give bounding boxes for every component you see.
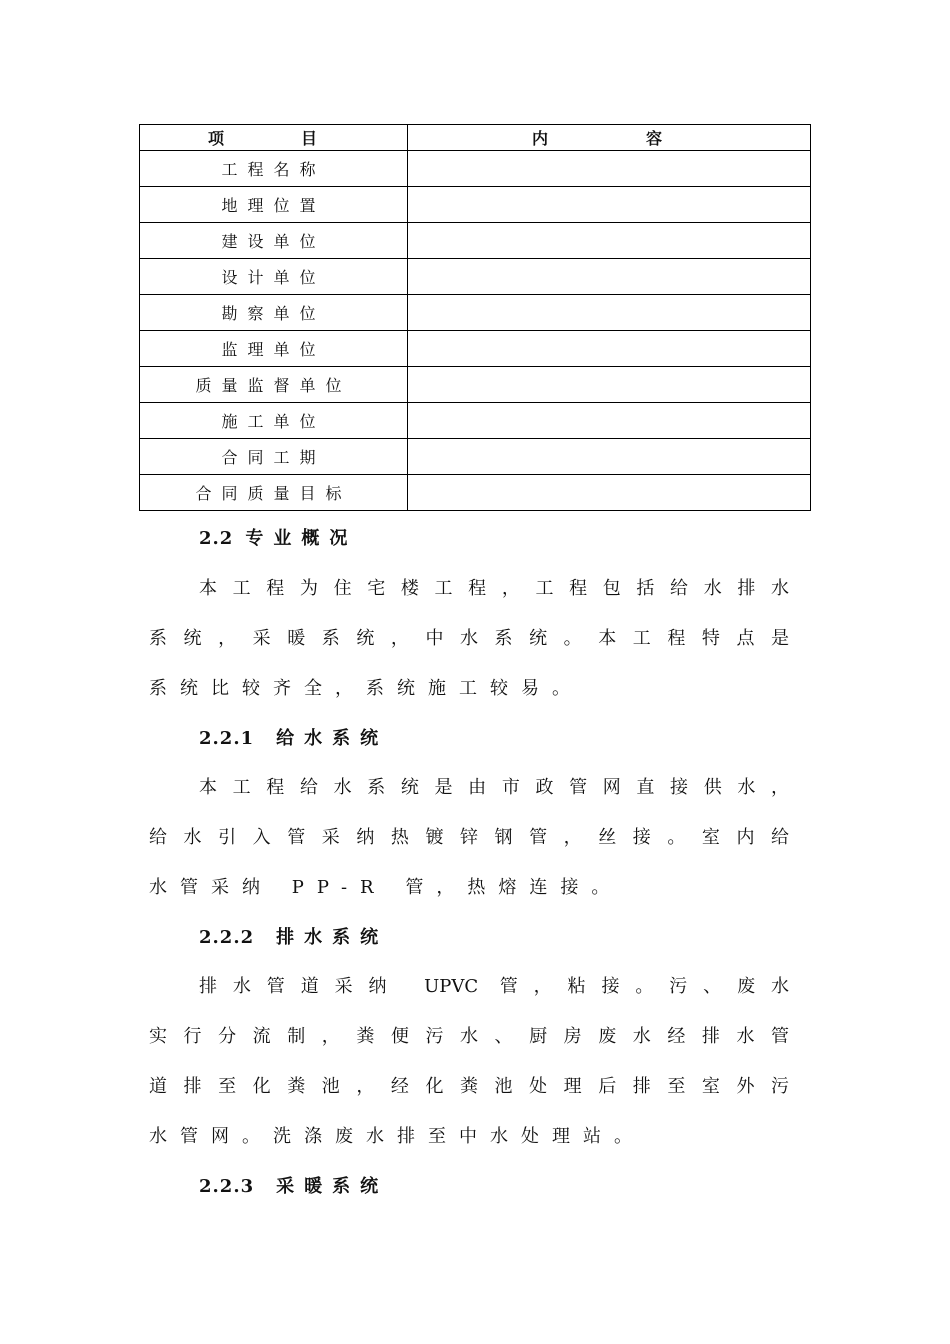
project-info-table: [139, 124, 811, 511]
row-value: [408, 439, 811, 475]
row-label: 合同质量目标: [140, 475, 408, 511]
table-row: [140, 259, 811, 295]
row-label: 建设单位: [140, 223, 408, 259]
paragraph-line: 水管采纳 PP-R 管，热熔连接。: [149, 877, 623, 898]
table-row: [140, 151, 811, 187]
row-value: [408, 403, 811, 439]
section-number: 2.2.3: [199, 1176, 255, 1197]
section-title: 专业概况: [245, 528, 358, 549]
header-content-char-1: 内: [532, 129, 559, 148]
row-label: 施工单位: [140, 403, 408, 439]
table-row: [140, 439, 811, 475]
header-item-char-1: 项: [208, 129, 235, 148]
paragraph-line: 实行分流制，粪便污水、厨房废水经排水管: [149, 1026, 789, 1047]
table-row: [140, 367, 811, 403]
paragraph-line: 道排至化粪池，经化粪池处理后排至室外污: [149, 1076, 789, 1097]
row-label: 合同工期: [140, 439, 408, 475]
section-title: 采暖系统: [276, 1176, 389, 1197]
row-value: [408, 295, 811, 331]
section-number: 2.2: [199, 528, 234, 549]
row-value: [408, 331, 811, 367]
row-label: 设计单位: [140, 259, 408, 295]
table-row: [140, 331, 811, 367]
section-heading-2-2-2: [199, 923, 388, 949]
section-heading-2-2: [199, 524, 357, 550]
header-content-char-2: 容: [645, 129, 672, 148]
row-label: 勘察单位: [140, 295, 408, 331]
row-value: [408, 187, 811, 223]
section-heading-2-2-1: [199, 724, 388, 750]
row-value: [408, 151, 811, 187]
row-label: 质量监督单位: [140, 367, 408, 403]
paragraph-line: 排水管道采纳 UPVC 管，粘接。污、废水: [199, 976, 789, 997]
row-value: [408, 367, 811, 403]
section-heading-2-2-3: [199, 1172, 388, 1198]
table-header-row: [140, 125, 811, 151]
section-title: 给水系统: [276, 728, 389, 749]
paragraph-line: 本工程给水系统是由市政管网直接供水，: [199, 777, 789, 798]
paragraph-line: 给水引入管采纳热镀锌钢管，丝接。室内给: [149, 827, 789, 848]
row-value: [408, 223, 811, 259]
header-item-char-2: 目: [300, 129, 327, 148]
row-value: [408, 259, 811, 295]
table-row: [140, 475, 811, 511]
table-row: [140, 295, 811, 331]
section-number: 2.2.2: [199, 927, 255, 948]
header-content: [408, 125, 811, 151]
section-number: 2.2.1: [199, 728, 255, 749]
section-title: 排水系统: [276, 927, 389, 948]
table-row: [140, 187, 811, 223]
paragraph-line: 水管网。洗涤废水排至中水处理站。: [149, 1126, 645, 1147]
paragraph-line: 系统，采暖系统，中水系统。本工程特点是: [149, 628, 789, 649]
paragraph-line: 本工程为住宅楼工程，工程包括给水排水: [199, 578, 789, 599]
row-label: 工程名称: [140, 151, 408, 187]
header-item: [140, 125, 408, 151]
row-value: [408, 475, 811, 511]
table-row: [140, 223, 811, 259]
row-label: 地理位置: [140, 187, 408, 223]
row-label: 监理单位: [140, 331, 408, 367]
table-row: [140, 403, 811, 439]
paragraph-line: 系统比较齐全，系统施工较易。: [149, 678, 583, 699]
